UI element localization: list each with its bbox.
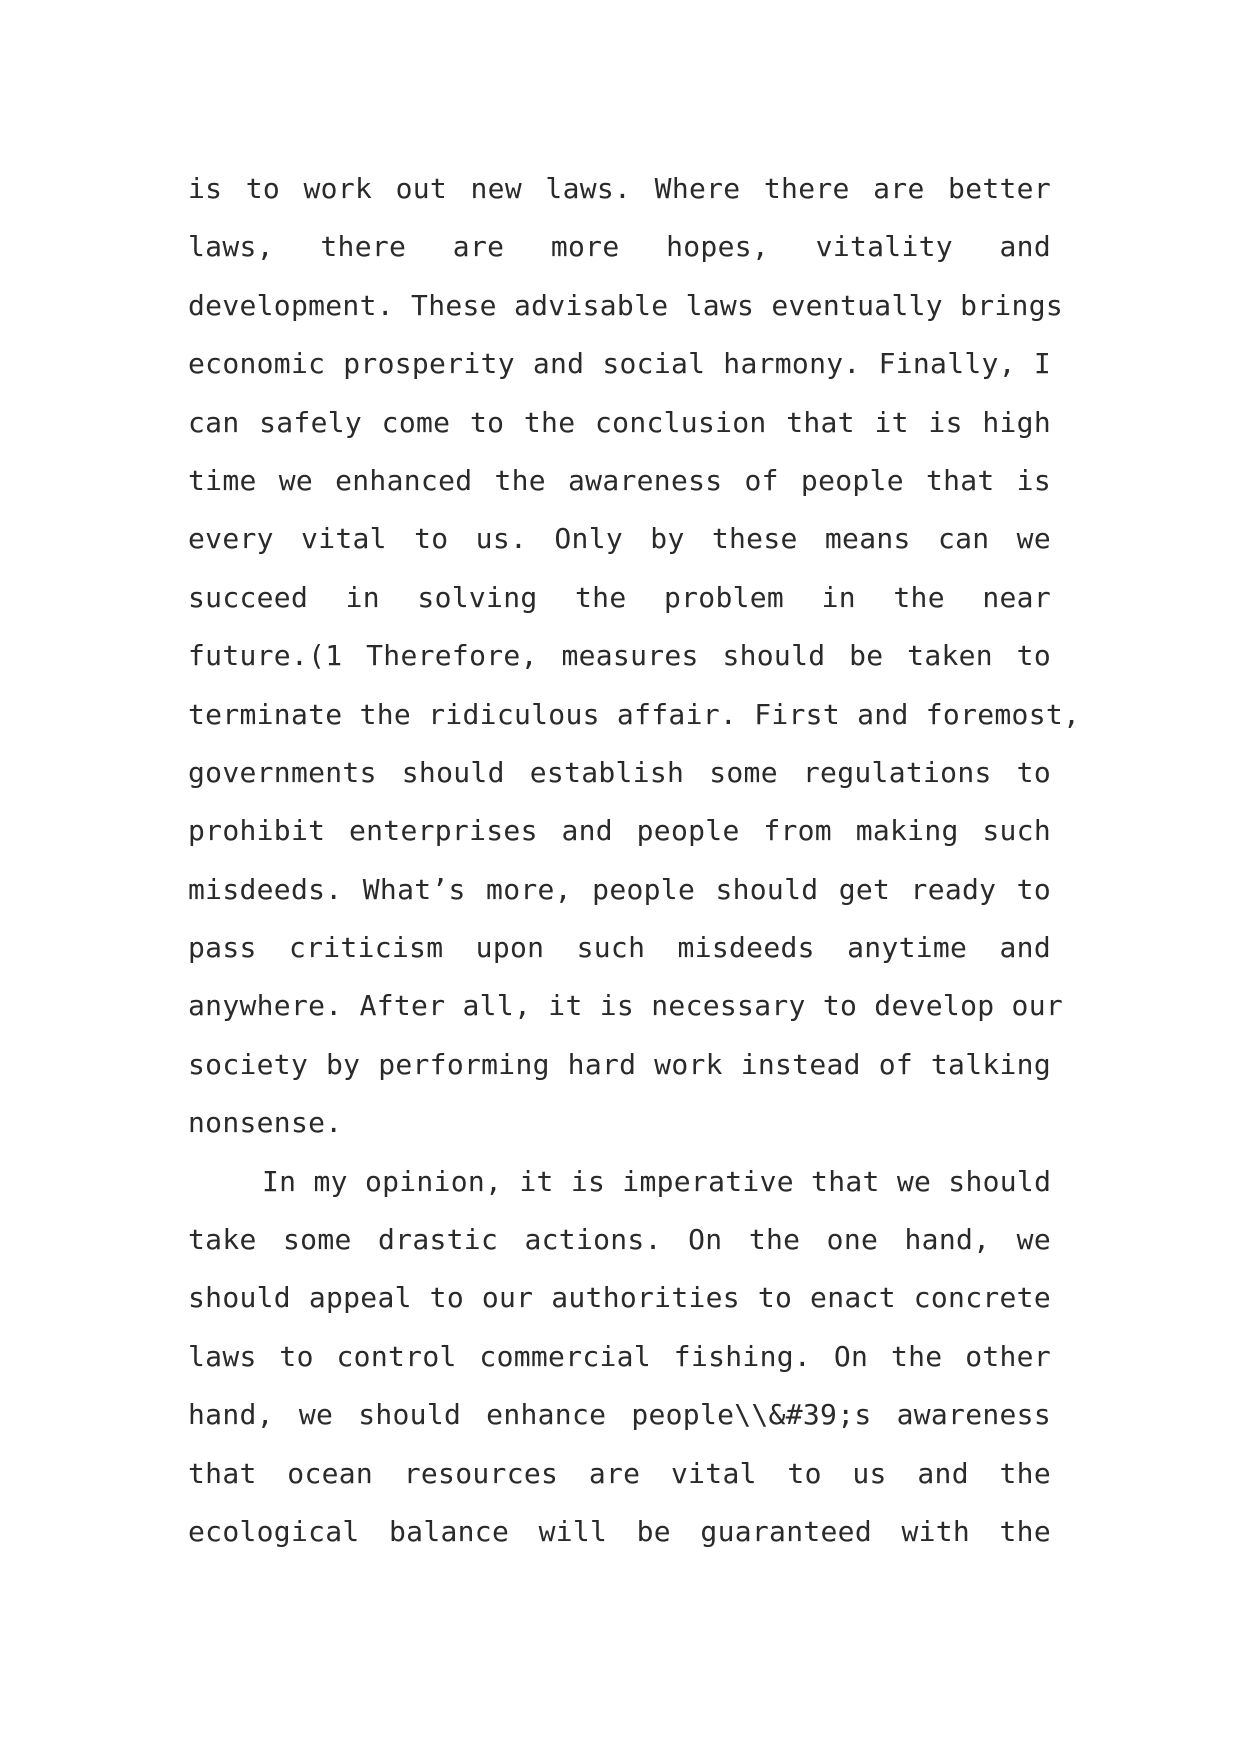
text-line: take some drastic actions. On the one hand, we xyxy=(188,1223,1051,1257)
text-line: every vital to us. Only by these means can we xyxy=(188,522,1051,556)
text-line: society by performing hard work instead of talking xyxy=(188,1047,1051,1081)
text-line: can safely come to the conclusion that it is high xyxy=(188,405,1051,439)
text-line: future.(1 Therefore, measures should be taken to xyxy=(188,639,1051,673)
text-line: is to work out new laws. Where there are better xyxy=(188,172,1051,205)
text-line: pass criticism upon such misdeeds anytime and xyxy=(188,931,1051,965)
paragraph-start-line: In my opinion, it is imperative that we should xyxy=(262,1164,1052,1198)
text-line: economic prosperity and social harmony. Finally, I xyxy=(188,347,1051,381)
text-line: prohibit enterprises and people from making such xyxy=(188,814,1051,848)
text-line: governments should establish some regulations to xyxy=(188,755,1051,789)
text-line: hand, we should enhance people\\&#39;s awareness xyxy=(188,1398,1051,1432)
text-line: misdeeds. What’s more, people should get ready to xyxy=(188,872,1051,906)
text-line: laws, there are more hopes, vitality and xyxy=(188,230,1051,264)
text-line: should appeal to our authorities to enact concrete xyxy=(188,1281,1051,1315)
text-line: anywhere. After all, it is necessary to develop our xyxy=(188,989,1064,1023)
body-text xyxy=(188,160,1081,1561)
text-line: laws to control commercial fishing. On the other xyxy=(188,1339,1051,1373)
text-line: time we enhanced the awareness of people that is xyxy=(188,463,1051,497)
text-line: ecological balance will be guaranteed with the xyxy=(188,1514,1051,1548)
text-line: that ocean resources are vital to us and the xyxy=(188,1456,1051,1490)
text-line: succeed in solving the problem in the near xyxy=(188,580,1051,614)
paragraph-end-line: nonsense. xyxy=(188,1106,343,1140)
text-line: development. These advisable laws eventually brings xyxy=(188,288,1064,322)
text-line: terminate the ridiculous affair. First and foremost, xyxy=(188,697,1081,731)
